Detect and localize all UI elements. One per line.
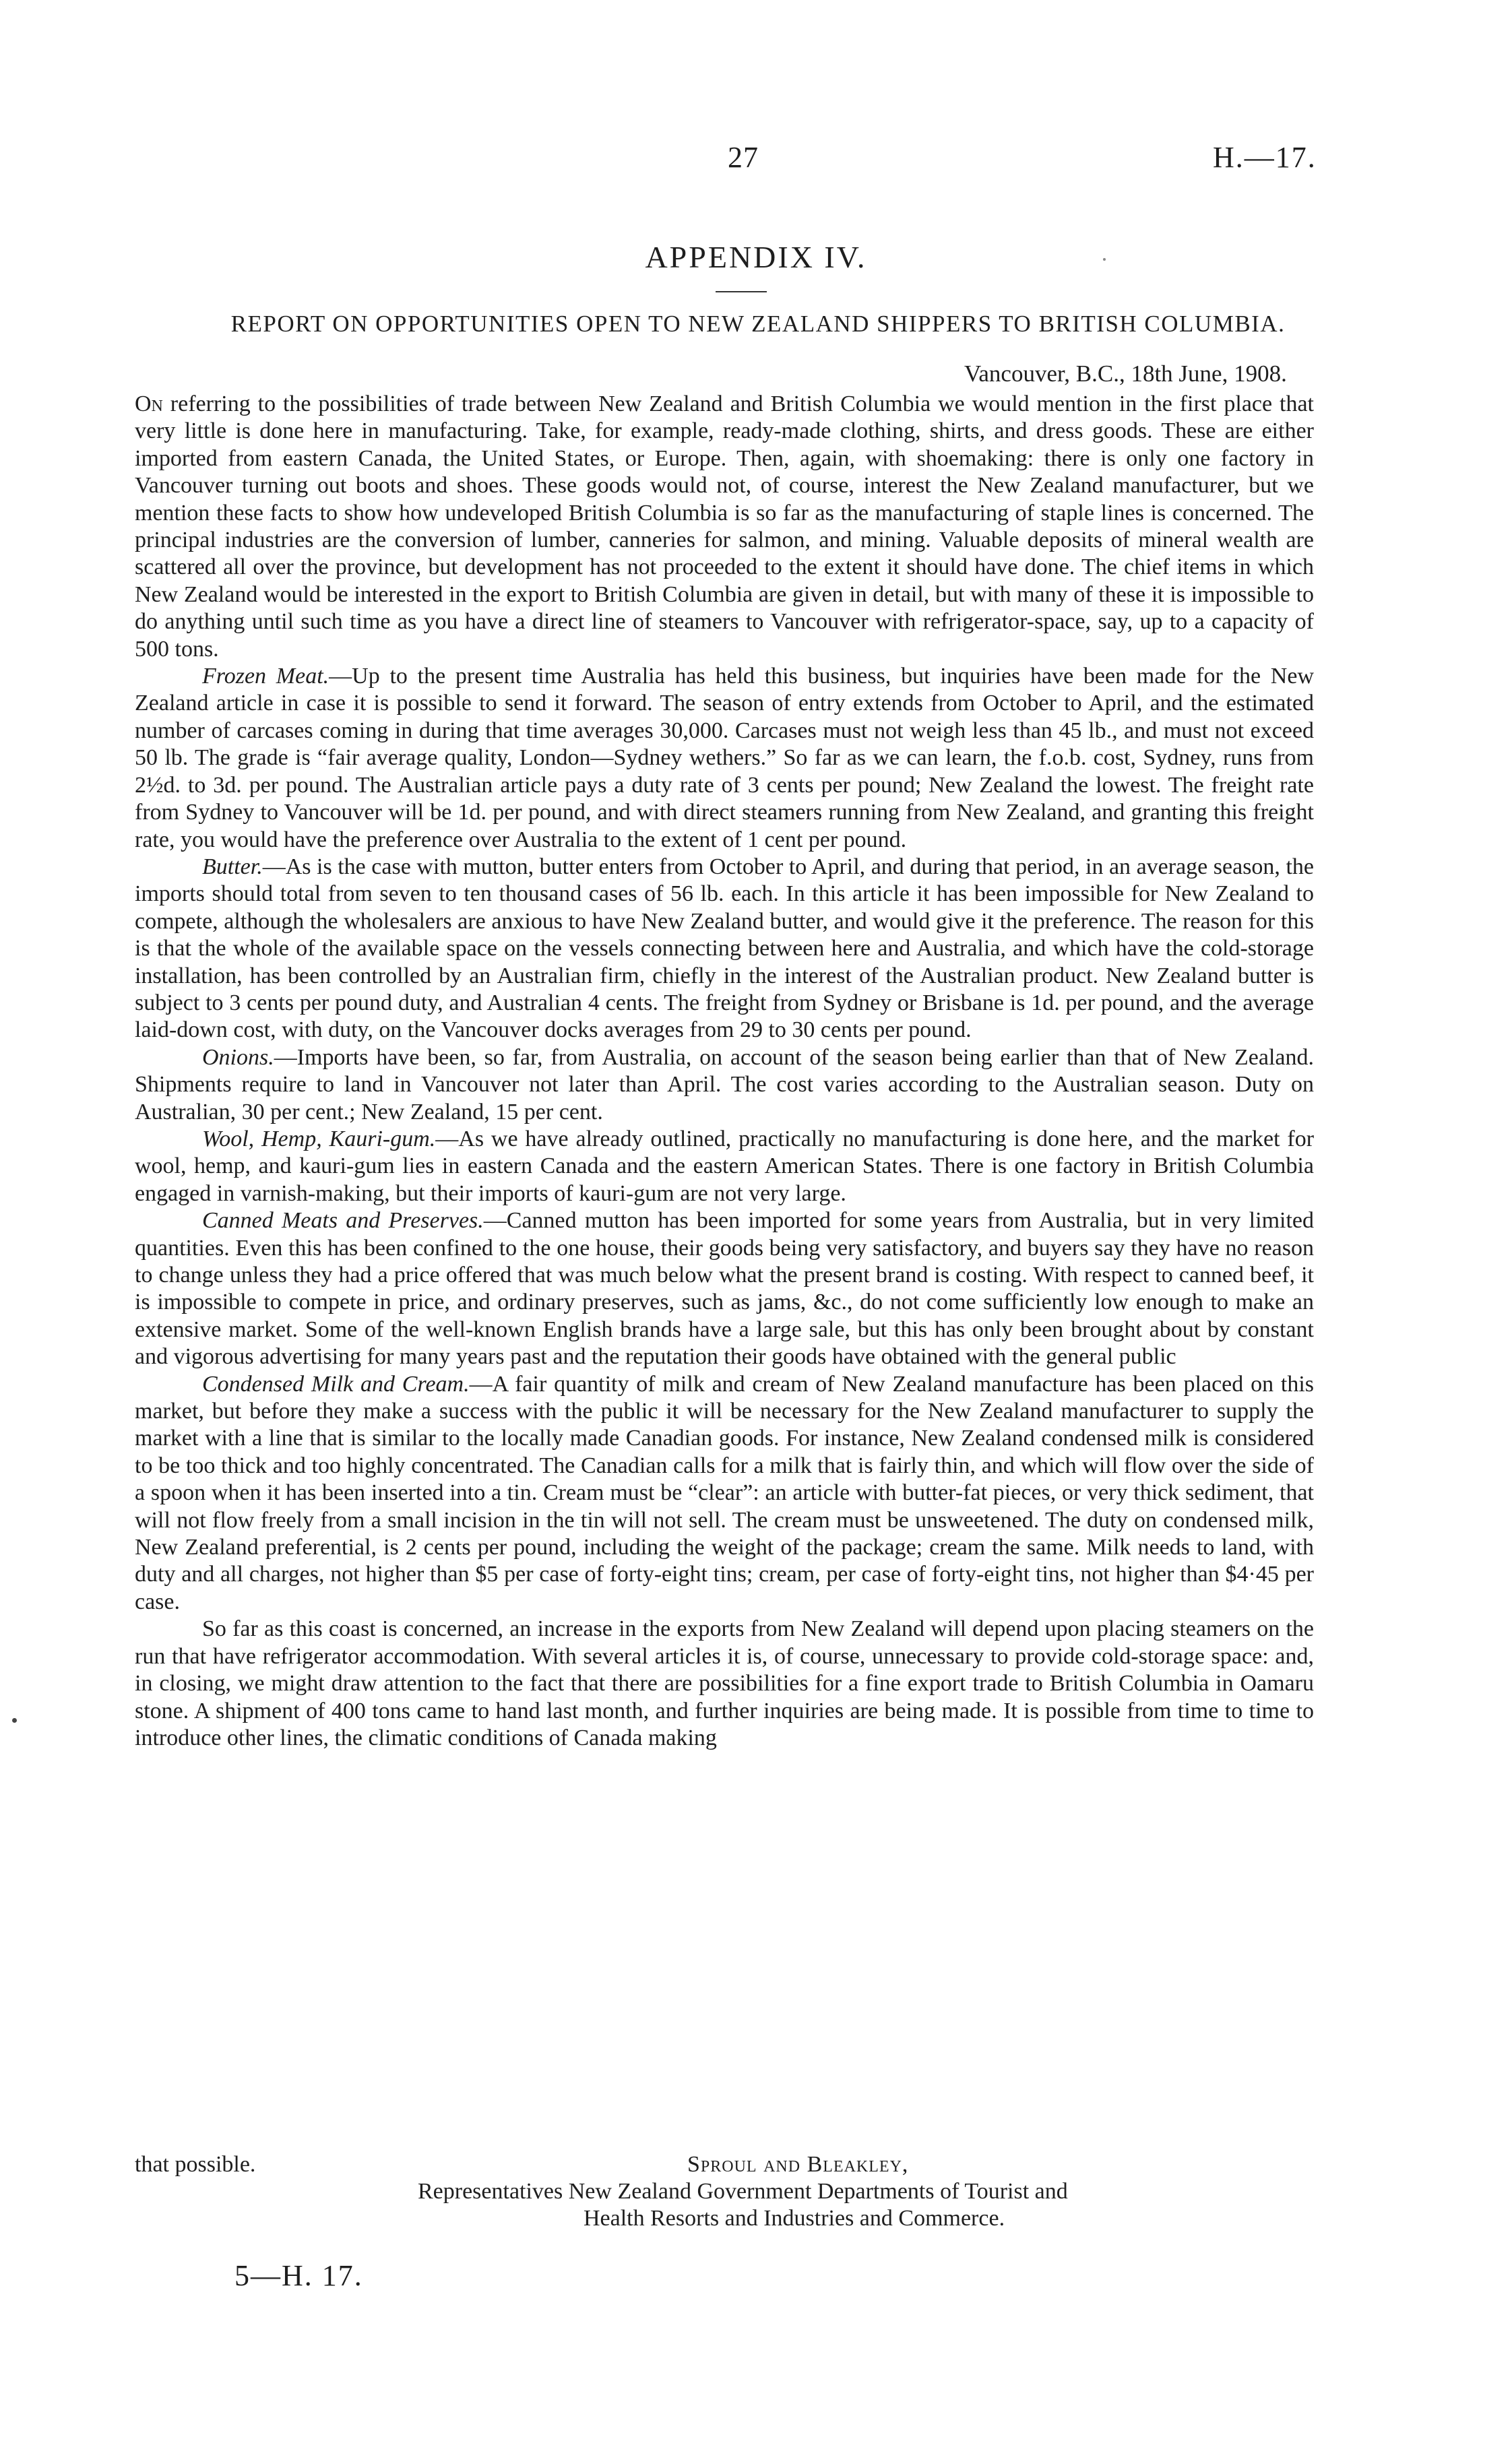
paragraph-text: —Imports have been, so far, from Australia, on account of the season being earlier than that of New Zealand. Shipments require to land in Vancouver not later than April. The cost varies according to the Australian season. Duty on Australian, 30 per cent.; New Zealand, 15 per cent. — [135, 1044, 1314, 1124]
section-heading: Condensed Milk and Cream. — [202, 1371, 470, 1397]
paragraph-text: —A fair quantity of milk and cream of New Zealand manufacture has been placed on this market, but before they make a success with the public it will be necessary for the New Zealand manufacturer to supply the market with a line that is similar to the locally made Canadian goods. For instance, New Zealand condensed milk is considered to be too thick and too highly concentrated. The Canadian calls for a milk that is fairly thin, and which will flow over the side of a spoon when it has been inserted into a tin. Cream must be “clear”: an article with butter-fat pieces, or very thick sediment, that will not flow freely from a small incision in the tin will not sell. The cream must be unsweetened. The duty on condensed milk, New Zealand preferential, is 2 cents per pound, including the weight of the package; cream the same. Milk needs to land, with duty and all charges, not higher than $5 per case of forty-eight tins; cream, per case of forty-eight tins, not higher than $4·45 per case. — [135, 1371, 1314, 1614]
page-number: 27 — [728, 141, 759, 174]
signatory-title-line-2: Health Resorts and Industries and Commerce. — [584, 2206, 1005, 2231]
paragraph-frozen-meat — [135, 663, 1314, 854]
appendix-title: APPENDIX IV. — [645, 240, 867, 274]
paragraph-text: —As we have already outlined, practically no manufacturing is done here, and the market for wool, hemp, and kauri-gum lies in eastern Canada and the eastern American States. There is one factory in British Columbia engaged in varnish-making, but their imports of kauri-gum are not very large. — [135, 1126, 1315, 1206]
paragraph-intro — [135, 391, 1314, 663]
signatory-names: Sproul and Bleakley, — [687, 2152, 909, 2177]
paragraph-butter — [135, 854, 1314, 1044]
paragraph-text: —Canned mutton has been imported for some years from Australia, but in very limited quantities. Even this has been confined to the one house, their goods being very satisfactory, and buyers say they have no reason to change unless they had a price offered that was much below what the present brand is costing. With respect to canned beef, it is impossible to compete in price, and ordinary preserves, such as jams, &c., do not come sufficiently low enough to make an extensive market. Some of the well-known English brands have a large sale, but this has only been brought about by constant and vigorous advertising for many years past and the reputation their goods have obtained with the general public — [135, 1208, 1315, 1370]
paragraph-closing — [135, 1616, 1314, 1752]
paragraph-wool-hemp-kauri-gum — [135, 1126, 1314, 1207]
place-date: Vancouver, B.C., 18th June, 1908. — [964, 360, 1287, 387]
section-heading: Canned Meats and Preserves. — [202, 1208, 484, 1234]
section-heading: Onions. — [202, 1044, 274, 1070]
paragraph-text: referring to the possibilities of trade between New Zealand and British Columbia we would mention in the first place that very little is done here in manufacturing. Take, for example, ready-made clothing, shirts, and dress goods. These are either imported from eastern Canada, the United States, or Europe. Then, again, with shoemaking: there is only one factory in Vancouver turning out boots and shoes. These goods would not, of course, interest the New Zealand manufacturer, but we mention these facts to show how undeveloped British Columbia is so far as the manufacturing of staple lines is concerned. The principal industries are the conversion of lumber, canneries for salmon, and mining. Valuable deposits of mineral wealth are scattered all over the province, but development has not proceeded to the extent it should have done. The chief items in which New Zealand would be interested in the export to British Columbia are given in detail, but with many of these it is impossible to do anything until such time as you have a direct line of steamers to Vancouver with refrigerator-space, say, up to a capacity of 500 tons. — [135, 391, 1314, 662]
sheet-signature: 5—H. 17. — [234, 2259, 363, 2292]
document-code: H.—17. — [1213, 141, 1317, 174]
paragraph-lead-word: On — [135, 391, 163, 416]
paragraph-text: —Up to the present time Australia has held this business, but inquiries have been made for the New Zealand article in case it is possible to send it forward. The season of entry extends from October to April, and the estimated number of carcases coming in during that time averages 30,000. Carcases must not weigh less than 45 lb., and must not exceed 50 lb. The grade is “fair average quality, London—Sydney wethers.” So far as we can learn, the f.o.b. cost, Sydney, runs from 2½d. to 3d. per pound. The Australian article pays a duty rate of 3 cents per pound; New Zealand the lowest. The freight rate from Sydney to Vancouver will be 1d. per pound, and with direct steamers running from New Zealand, and granting this freight rate, you would have the preference over Australia to the extent of 1 cent per pound. — [135, 664, 1314, 852]
paragraph-canned-meats — [135, 1207, 1314, 1370]
report-body — [135, 391, 1314, 1752]
section-heading: Butter. — [202, 854, 263, 879]
paragraph-text: So far as this coast is concerned, an increase in the exports from New Zealand will depend upon placing steamers on the run that have refrigerator accommodation. With several articles it is, of course, unnecessary to provide cold-storage space: and, in closing, we might draw attention to the fact that there are possibilities for a fine export trade to British Columbia in Oamaru stone. A shipment of 400 tons came to hand last month, and further inquiries are being made. It is possible from time to time to introduce other lines, the climatic conditions of Canada making — [135, 1616, 1314, 1750]
print-speck — [1103, 258, 1106, 261]
paragraph-condensed-milk — [135, 1371, 1314, 1616]
section-heading: Wool, Hemp, Kauri-gum. — [202, 1126, 436, 1151]
signatory-title-line-1: Representatives New Zealand Government Departments of Tourist and — [418, 2179, 1068, 2204]
title-rule — [716, 291, 767, 292]
report-title: REPORT ON OPPORTUNITIES OPEN TO NEW ZEALAND SHIPPERS TO BRITISH COLUMBIA. — [230, 311, 1286, 337]
paragraph-text: —As is the case with mutton, butter enters from October to April, and during that period, in an average season, the imports should total from seven to ten thousand cases of 56 lb. each. In this article it has been impossible for New Zealand to compete, although the wholesalers are anxious to have New Zealand butter, and would give it the preference. The reason for this is that the whole of the available space on the vessels connecting between here and Australia, and which have the cold-storage installation, has been controlled by an Australian firm, chiefly in the interest of the Australian product. New Zealand butter is subject to 3 cents per pound duty, and Australian 4 cents. The freight from Sydney or Brisbane is 1d. per pound, and the average laid-down cost, with duty, on the Vancouver docks averages from 29 to 30 cents per pound. — [135, 854, 1314, 1043]
closing-words: that possible. — [135, 2152, 256, 2177]
paragraph-onions — [135, 1044, 1314, 1126]
section-heading: Frozen Meat. — [202, 664, 329, 689]
print-speck — [12, 1718, 17, 1723]
